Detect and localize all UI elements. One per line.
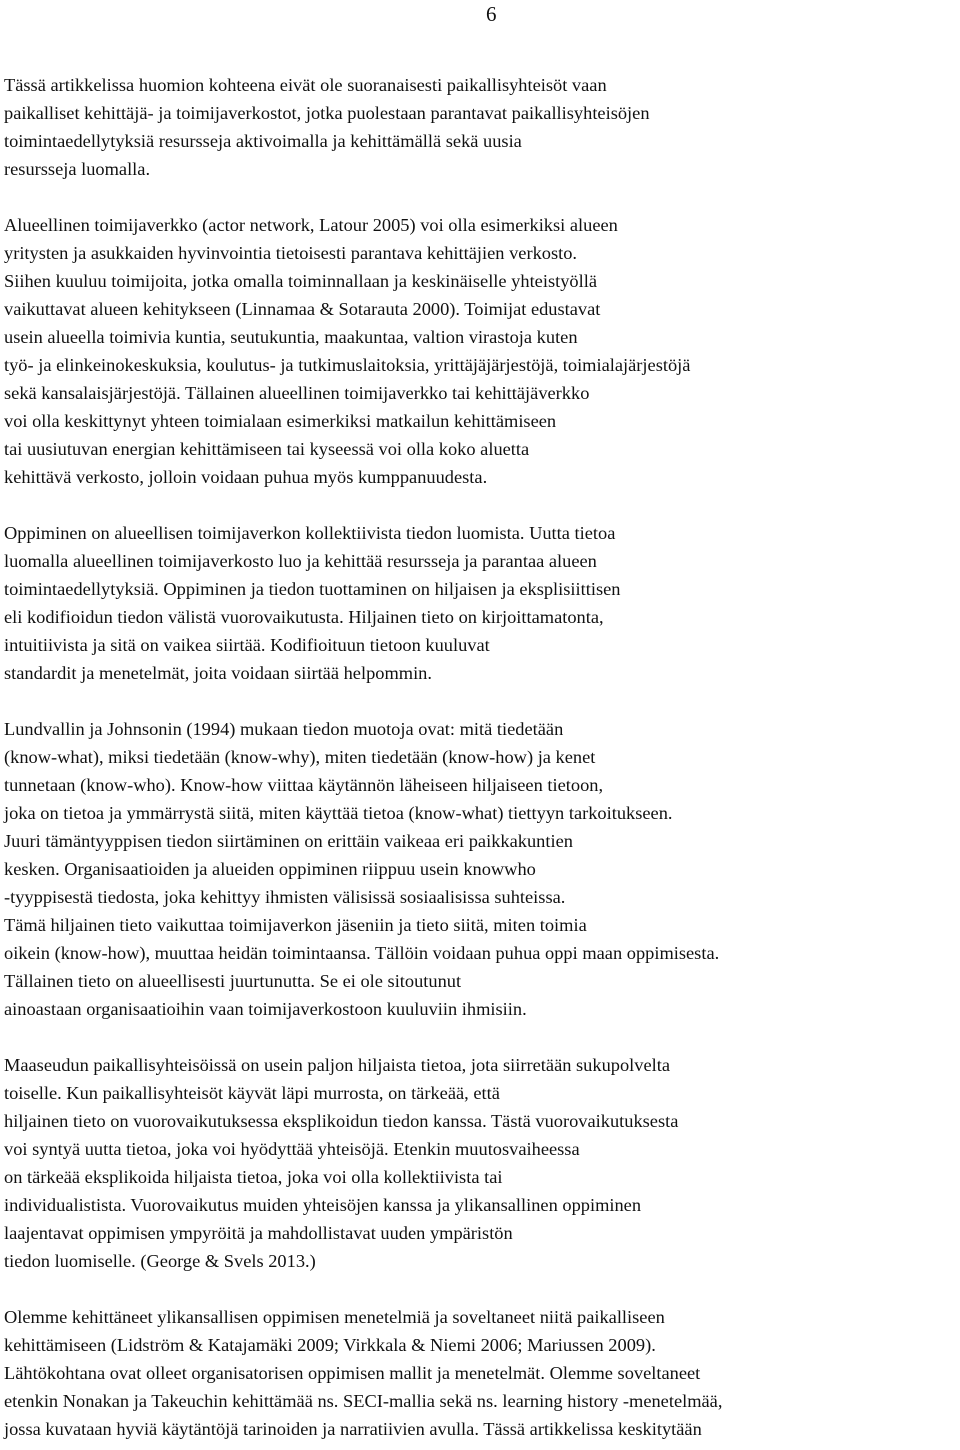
text-line: työ- ja elinkeinokeskuksia, koulutus- ja tutkimuslaitoksia, yrittäjäjärjestöjä, toimialajärjestöjä	[4, 355, 691, 375]
text-line: Tämä hiljainen tieto vaikuttaa toimijaverkon jäseniin ja tieto siitä, miten toimia	[4, 915, 587, 935]
text-line: toimintaedellytyksiä. Oppiminen ja tiedon tuottaminen on hiljaisen ja eksplisiittisen	[4, 579, 621, 599]
text-line: ainoastaan organisaatioihin vaan toimijaverkostoon kuuluviin ihmisiin.	[4, 999, 527, 1019]
paragraph-regional-network	[4, 211, 958, 491]
text-line: Siihen kuuluu toimijoita, jotka omalla toiminnallaan ja keskinäiselle yhteistyöllä	[4, 271, 597, 291]
text-line: intuitiivista ja sitä on vaikea siirtää. Kodifioituun tietoon kuuluvat	[4, 635, 490, 655]
text-line: toimintaedellytyksiä resursseja aktivoimalla ja kehittämällä sekä uusia	[4, 131, 522, 151]
text-line: vaikuttavat alueen kehitykseen (Linnamaa & Sotarauta 2000). Toimijat edustavat	[4, 299, 601, 319]
text-line: kesken. Organisaatioiden ja alueiden oppiminen riippuu usein knowwho	[4, 859, 536, 879]
text-line: usein alueella toimivia kuntia, seutukuntia, maakuntaa, valtion virastoja kuten	[4, 327, 578, 347]
text-line: kehittämiseen (Lidström & Katajamäki 2009; Virkkala & Niemi 2006; Mariussen 2009).	[4, 1335, 656, 1355]
text-line: Lähtökohtana ovat olleet organisatorisen oppimisen mallit ja menetelmät. Olemme soveltaneet	[4, 1363, 701, 1383]
text-line: oikein (know-how), muuttaa heidän toimintaansa. Tällöin voidaan puhua oppi maan oppimisesta.	[4, 943, 720, 963]
text-line: toiselle. Kun paikallisyhteisöt käyvät läpi murrosta, on tärkeää, että	[4, 1083, 500, 1103]
text-line: yritysten ja asukkaiden hyvinvointia tietoisesti parantava kehittäjien verkosto.	[4, 243, 578, 263]
text-line: Oppiminen on alueellisen toimijaverkon kollektiivista tiedon luomista. Uutta tietoa	[4, 523, 616, 543]
text-line: resursseja luomalla.	[4, 159, 151, 179]
text-line: paikalliset kehittäjä- ja toimijaverkostot, jotka puolestaan parantavat paikallisyhteisöjen	[4, 103, 650, 123]
text-line: (know-what), miksi tiedetään (know-why), miten tiedetään (know-how) ja kenet	[4, 747, 596, 767]
paragraph-rural-communities	[4, 1051, 958, 1275]
text-line: jossa kuvataan hyviä käytäntöjä tarinoiden ja narratiivien avulla. Tässä artikkelissa keskitytään	[4, 1419, 702, 1439]
text-line: tai uusiutuvan energian kehittämiseen tai kyseessä voi olla koko aluetta	[4, 439, 530, 459]
text-line: individualistista. Vuorovaikutus muiden yhteisöjen kanssa ja ylikansallinen oppiminen	[4, 1195, 642, 1215]
text-line: standardit ja menetelmät, joita voidaan siirtää helpommin.	[4, 663, 432, 683]
text-line: tiedon luomiselle. (George & Svels 2013.)	[4, 1251, 316, 1271]
text-line: etenkin Nonakan ja Takeuchin kehittämää ns. SECI-mallia sekä ns. learning history -menetelmää,	[4, 1391, 723, 1411]
text-line: Alueellinen toimijaverkko (actor network, Latour 2005) voi olla esimerkiksi alueen	[4, 215, 618, 235]
text-line: on tärkeää eksplikoida hiljaista tietoa, joka voi olla kollektiivista tai	[4, 1167, 503, 1187]
page-number: 6	[486, 2, 497, 26]
text-line: Lundvallin ja Johnsonin (1994) mukaan tiedon muotoja ovat: mitä tiedetään	[4, 719, 564, 739]
text-line: eli kodifioidun tiedon välistä vuorovaikutusta. Hiljainen tieto on kirjoittamatonta,	[4, 607, 604, 627]
text-line: Maaseudun paikallisyhteisöissä on usein paljon hiljaista tietoa, jota siirretään sukupolvelta	[4, 1055, 671, 1075]
document-body	[4, 71, 958, 1443]
text-line: sekä kansalaisjärjestöjä. Tällainen alueellinen toimijaverkko tai kehittäjäverkko	[4, 383, 590, 403]
text-line: -tyyppisestä tiedosta, joka kehittyy ihmisten välisissä sosiaalisissa suhteissa.	[4, 887, 566, 907]
text-line: kehittävä verkosto, jolloin voidaan puhua myös kumppanuudesta.	[4, 467, 488, 487]
text-line: joka on tietoa ja ymmärrystä siitä, miten käyttää tietoa (know-what) tiettyyn tarkoitukseen.	[4, 803, 673, 823]
text-line: Tällainen tieto on alueellisesti juurtunutta. Se ei ole sitoutunut	[4, 971, 462, 991]
text-line: voi olla keskittynyt yhteen toimialaan esimerkiksi matkailun kehittämiseen	[4, 411, 557, 431]
text-line: Olemme kehittäneet ylikansallisen oppimisen menetelmiä ja soveltaneet niitä paikalliseen	[4, 1307, 665, 1327]
text-line: laajentavat oppimisen ympyröitä ja mahdollistavat uuden ympäristön	[4, 1223, 513, 1243]
text-line: hiljainen tieto on vuorovaikutuksessa eksplikoidun tiedon kanssa. Tästä vuorovaikutuksesta	[4, 1111, 679, 1131]
paragraph-methods	[4, 1303, 958, 1443]
text-line: Juuri tämäntyyppisen tiedon siirtäminen on erittäin vaikeaa eri paikkakuntien	[4, 831, 573, 851]
text-line: tunnetaan (know-who). Know-how viittaa käytännön läheiseen hiljaiseen tietoon,	[4, 775, 604, 795]
paragraph-intro	[4, 71, 958, 183]
text-line: luomalla alueellinen toimijaverkosto luo ja kehittää resursseja ja parantaa alueen	[4, 551, 597, 571]
paragraph-learning	[4, 519, 958, 687]
text-line: Tässä artikkelissa huomion kohteena eivät ole suoranaisesti paikallisyhteisöt vaan	[4, 75, 607, 95]
text-line: voi syntyä uutta tietoa, joka voi hyödyttää yhteisöjä. Etenkin muutosvaiheessa	[4, 1139, 580, 1159]
paragraph-knowledge-forms	[4, 715, 958, 1023]
